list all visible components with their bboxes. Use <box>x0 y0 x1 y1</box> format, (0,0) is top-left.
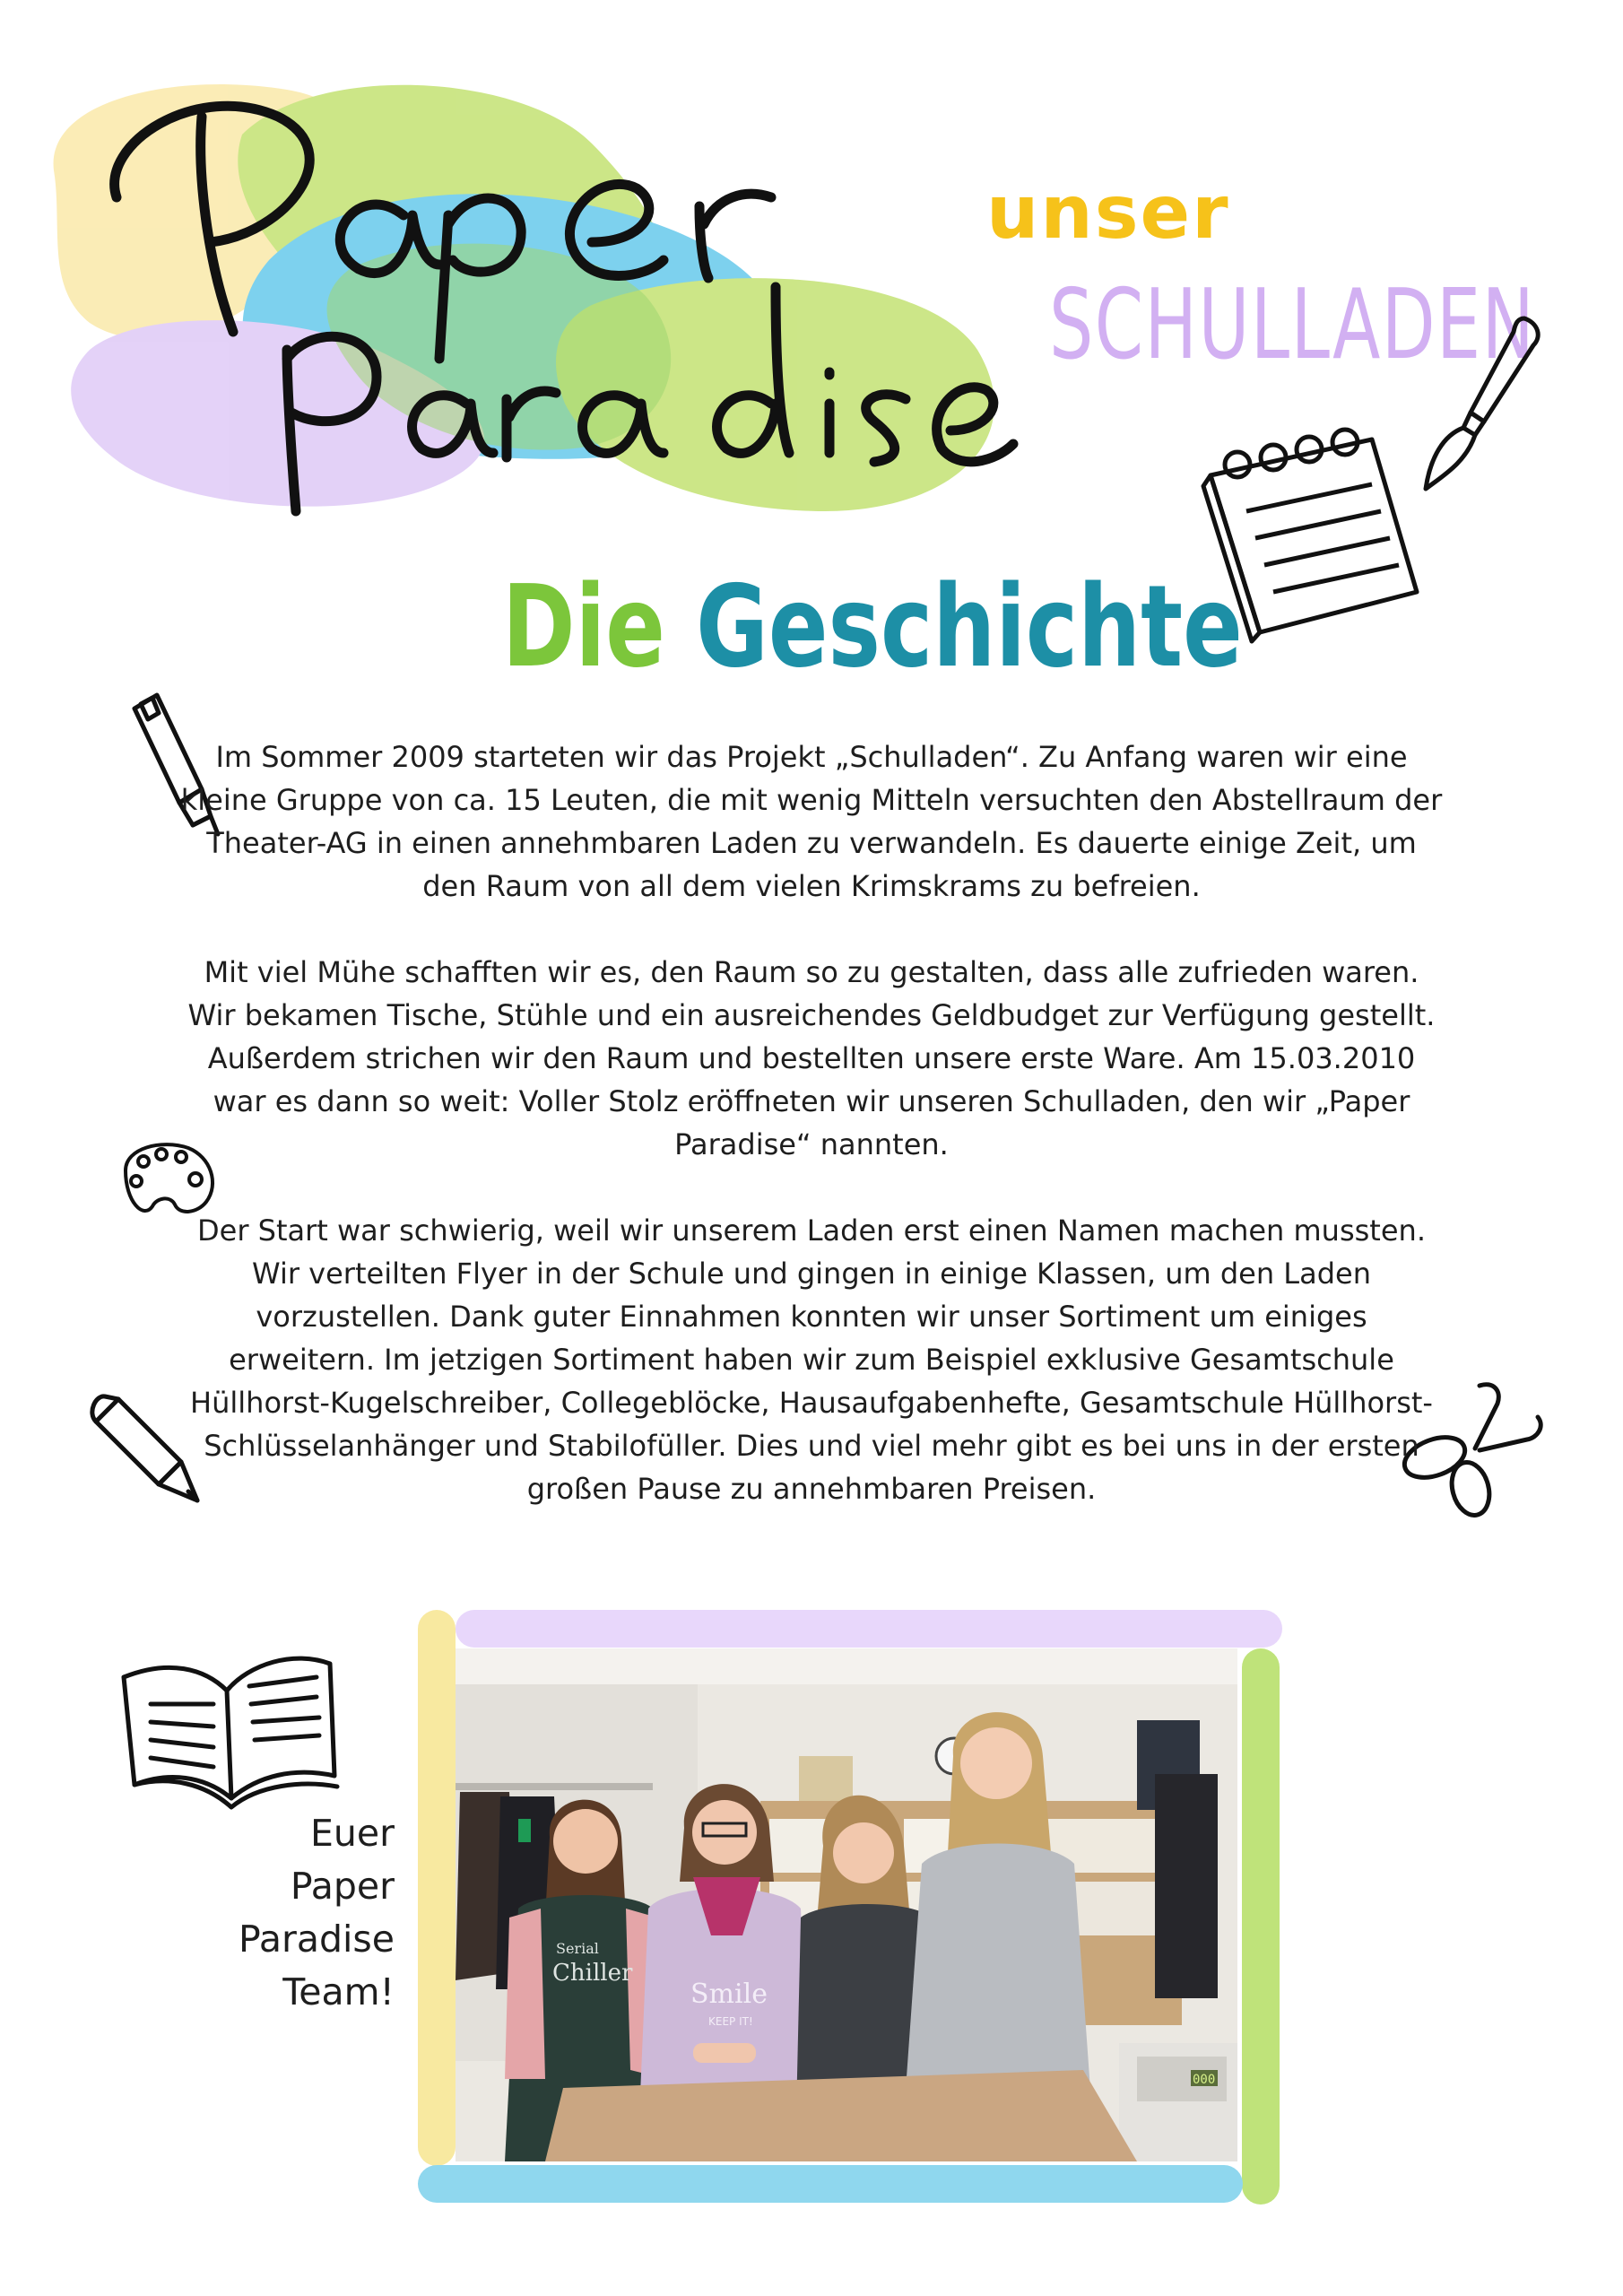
book-icon <box>115 1641 348 1812</box>
team-photo <box>456 1648 1237 2161</box>
signoff-line-3: Paradise <box>239 1918 395 1961</box>
story-paragraph-2: Mit viel Mühe schafften wir es, den Raum so zu gestalten, dass alle zufrieden waren. Wir bekamen Tische, Stühle und ein ausreichendes Geldbudget zur Verfügung gestellt. Außerdem strichen wir den Raum und bestellten unsere erste Ware. Am 15.03.2010 war es dann so weit: Voller Stolz eröffneten wir unseren Schulladen, den wir „Paper Paradise“ nannten. <box>187 955 1436 1161</box>
person-3-face <box>833 1822 894 1883</box>
person-4-face <box>960 1727 1032 1799</box>
heading-geschichte: Geschichte <box>696 561 1243 692</box>
signoff-line-1: Euer <box>310 1812 395 1855</box>
story-paragraph-1: Im Sommer 2009 starteten wir das Projekt „Schulladen“. Zu Anfang waren wir eine kleine Gruppe von ca. 15 Leuten, die mit wenig Mitteln versuchten den Abstellraum der Theater-AG in einen annehmbaren Laden zu verwandeln. Es dauerte einige Zeit, um den Raum von all dem vielen Krimskrams zu befreien. <box>180 740 1443 903</box>
tagline-schulladen: SCHULLADEN <box>1049 269 1536 381</box>
signoff-line-2: Paper <box>290 1865 395 1908</box>
signoff-line-4: Team! <box>282 1970 395 2013</box>
frame-bar-right <box>1242 1648 1280 2205</box>
signoff <box>179 1807 395 2019</box>
shirt-text-4: KEEP IT! <box>708 2015 753 2028</box>
heading-die: Die <box>502 561 665 692</box>
tagline-unser: unser <box>986 170 1230 256</box>
register-display: 000 <box>1193 2073 1216 2087</box>
story-text <box>179 735 1444 1510</box>
story-paragraph-3: Der Start war schwierig, weil wir unserem Laden erst einen Namen machen mussten. Wir verteilten Flyer in der Schule und gingen in einige Klassen, um den Laden vorzustellen. Dank guter Einnahmen konnten wir unser Sortiment um einiges erweitern. Im jetzigen Sortiment haben wir zum Beispiel exklusive Gesamtschule Hüllhorst-Kugelschreiber, Collegeblöcke, Hausaufgabenhefte, Gesamtschule Hüllhorst-Schlüsselanhänger und Stabilofüller. Dies und viel mehr gibt es bei uns in der ersten großen Pause zu annehmbaren Preisen. <box>190 1213 1433 1506</box>
frame-bar-left <box>418 1610 456 2166</box>
frame-bar-top <box>456 1610 1282 1648</box>
shirt-text-2: Chiller <box>552 1960 633 1987</box>
section-heading <box>502 561 1243 692</box>
shirt-text-1: Serial <box>556 1940 599 1957</box>
shirt-text-3: Smile <box>690 1979 768 2010</box>
paper-paradise-logo <box>18 63 1058 565</box>
person-1-face <box>553 1809 618 1874</box>
frame-bar-bottom <box>418 2165 1243 2203</box>
